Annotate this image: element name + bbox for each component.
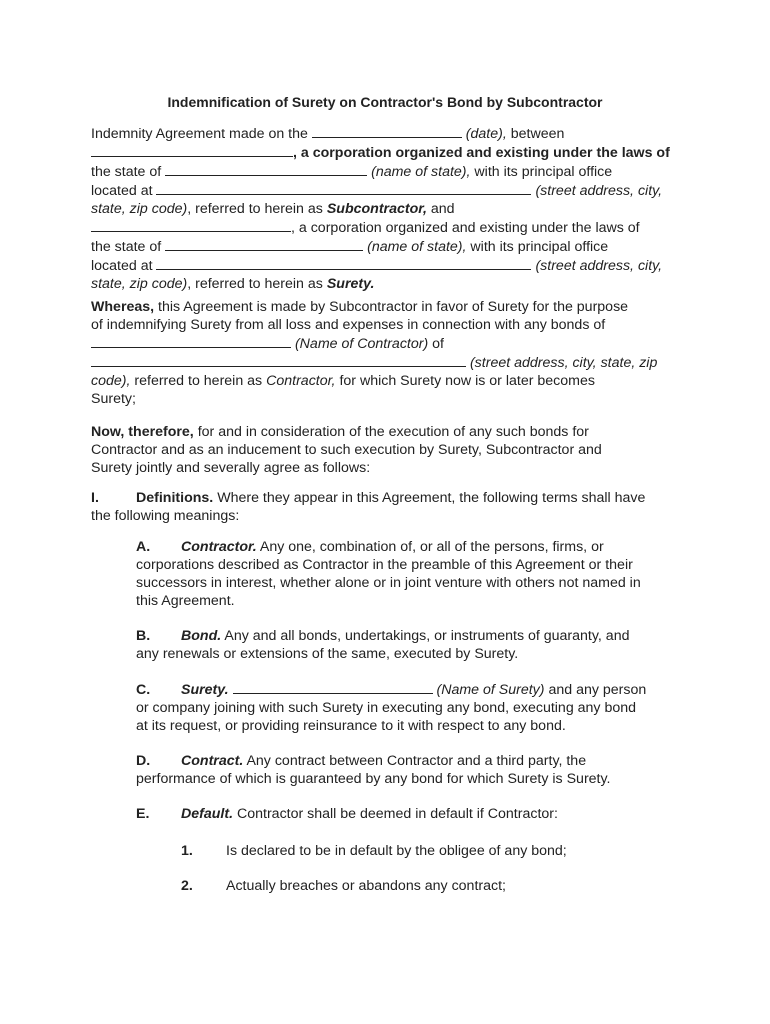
list-item: 2. Actually breaches or abandons any contract; (181, 878, 506, 894)
definition-e: E. Default. Contractor shall be deemed in default if Contractor: (136, 806, 558, 822)
now-therefore-paragraph: Now, therefore, for and in consideration of the execution of any such bonds for Contractor and as an inducement to such execution by Surety, Subcontractor and Surety jointly and severally agree as follows: (91, 424, 602, 476)
state-blank-2 (165, 237, 363, 251)
definition-d: D. Contract. Any contract between Contractor and a third party, the performance of which is guaranteed by any bond for which Surety is Surety. (136, 753, 611, 787)
section-definitions: I. Definitions. Where they appear in this Agreement, the following terms shall have the following meanings: (91, 490, 646, 524)
intro-paragraph: Indemnity Agreement made on the (date), between , a corporation organized and existing under the laws of the state of (name of state), with its principal office located at (street address, city, state, zip code), referred to herein as Subcontractor, and , a corporation organized and existing under the laws of the state of (name of state), with its principal office located at (street address, city, state, zip code), referred to herein as Surety. (91, 126, 670, 292)
definition-b: B. Bond. Any and all bonds, undertakings, or instruments of guaranty, and any renewals or extensions of the same, executed by Surety. (136, 628, 630, 662)
surety-blank (233, 680, 433, 694)
list-item: 1. Is declared to be in default by the obligee of any bond; (181, 843, 567, 859)
definition-a: A. Contractor. Any one, combination of, or all of the persons, firms, or corporations described as Contractor in the preamble of this Agreement or their successors in interest, whether alone or in joint venture with others not named in this Agreement. (136, 539, 641, 609)
address-blank-2 (156, 256, 531, 270)
surety-name-blank (91, 218, 291, 232)
date-blank (312, 124, 462, 138)
whereas-paragraph: Whereas, this Agreement is made by Subcontractor in favor of Surety for the purpose of indemnifying Surety from all loss and expenses in connection with any bonds of (Name of Contractor) of (street address, city, state, zip code), referred to herein as Contractor, for which Surety now is or later becomes Surety; (91, 299, 658, 407)
contractor-address-blank (91, 353, 466, 367)
definition-c: C. Surety. (Name of Surety) and any person or company joining with such Surety in executing any bond, executing any bond at its request, or providing reinsurance to it with respect to any bond. (136, 682, 647, 734)
subcontractor-name-blank (91, 143, 293, 157)
contractor-name-blank (91, 334, 291, 348)
address-blank-1 (156, 181, 531, 195)
state-blank-1 (165, 162, 367, 176)
document-title: Indemnification of Surety on Contractor's Bond by Subcontractor (167, 94, 603, 110)
